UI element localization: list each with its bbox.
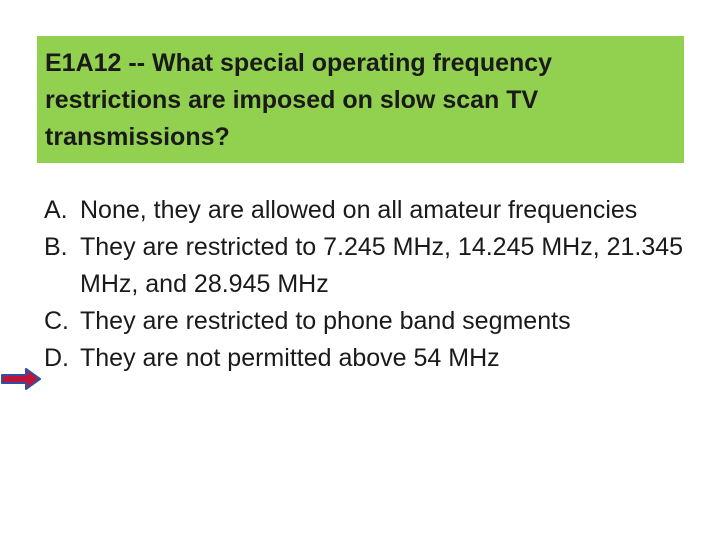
arrow-shape xyxy=(2,369,40,389)
answer-text: They are restricted to phone band segments xyxy=(80,307,571,335)
answer-option-c xyxy=(44,303,704,340)
answer-option-a xyxy=(44,192,704,229)
answer-letter: A. xyxy=(44,196,68,224)
answer-text: They are restricted to 7.245 MHz, 14.245 MHz, 21.345 MHz, and 28.945 MHz xyxy=(80,233,684,298)
answer-text: They are not permitted above 54 MHz xyxy=(80,344,500,372)
answer-letter: B. xyxy=(44,233,68,261)
question-text: E1A12 -- What special operating frequency restrictions are imposed on slow scan TV transmissions? xyxy=(45,49,553,151)
answer-option-b xyxy=(44,229,704,303)
answer-text: None, they are allowed on all amateur frequencies xyxy=(80,196,638,224)
arrow-right-icon xyxy=(0,367,42,391)
answer-list xyxy=(44,192,704,377)
answer-letter: C. xyxy=(44,307,69,335)
question-box xyxy=(37,36,684,163)
answer-option-d xyxy=(44,340,704,377)
answer-letter: D. xyxy=(44,344,69,372)
